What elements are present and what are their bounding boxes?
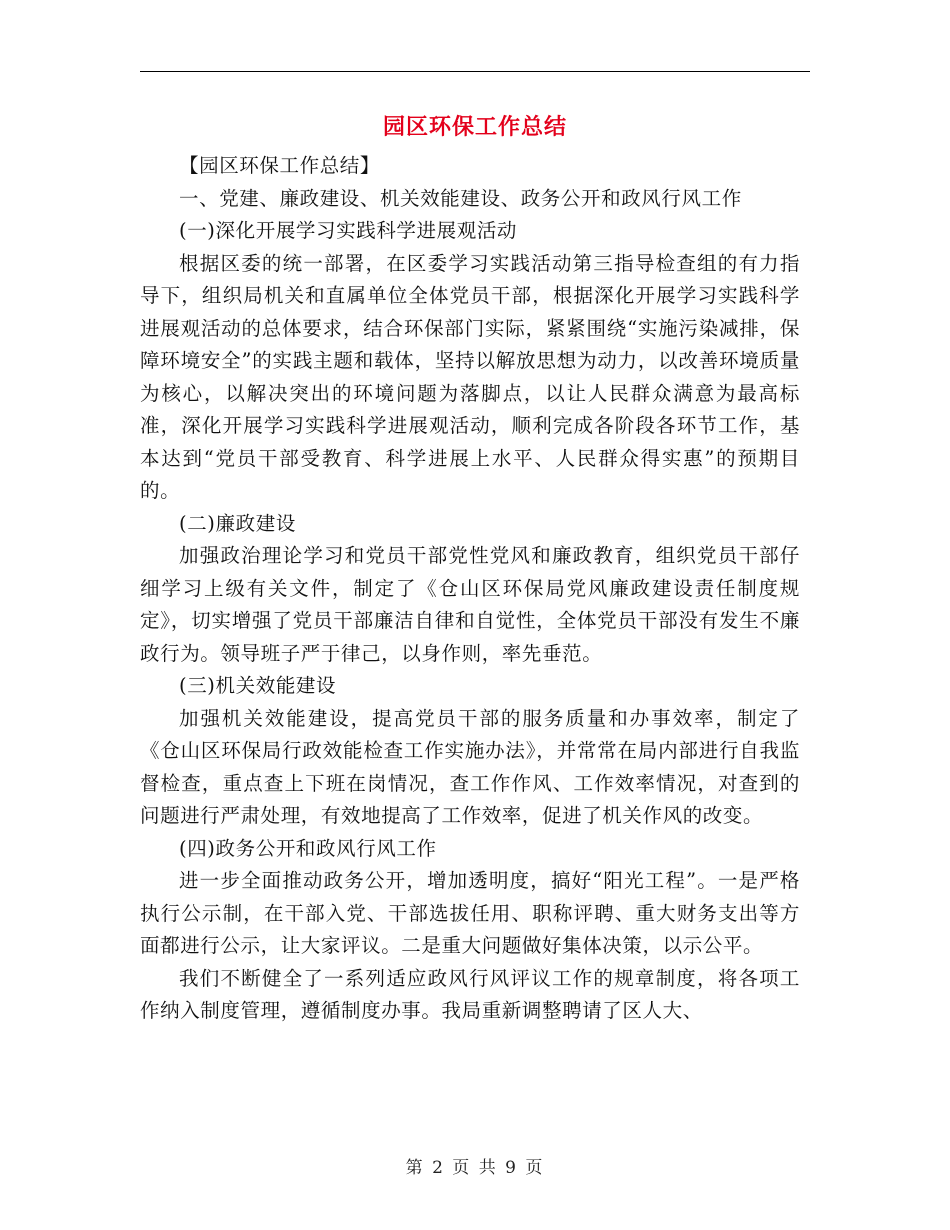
body-paragraph: 加强政治理论学习和党员干部党性党风和廉政教育，组织党员干部仔细学习上级有关文件，制定了《仓山区环保局党风廉政建设责任制度规定》，切实增强了党员干部廉洁自律和自觉性，全体党员干部没有发生不廉政行为。领导班子严于律己，以身作则，率先垂范。 [140, 544, 800, 665]
body-paragraph: 进一步全面推动政务公开，增加透明度，搞好“阳光工程”。一是严格执行公示制，在干部入党、干部选拔任用、职称评聘、重大财务支出等方面都进行公示，让大家评议。二是重大问题做好集体决策，以示公平。 [140, 869, 800, 957]
subsection-heading-2: (二)廉政建设 [179, 511, 296, 535]
body-paragraph: 我们不断健全了一系列适应政风行风评议工作的规章制度，将各项工作纳入制度管理，遵循制度办事。我局重新调整聘请了区人大、 [140, 966, 800, 1022]
body-paragraph: 加强机关效能建设，提高党员干部的服务质量和办事效率，制定了《仓山区环保局行政效能检查工作实施办法》，并常常在局内部进行自我监督检查，重点查上下班在岗情况，查工作作风、工作效率情况，对查到的问题进行严肃处理，有效地提高了工作效率，促进了机关作风的改变。 [140, 706, 800, 827]
page-number: 第 2 页 共 9 页 [405, 1158, 545, 1178]
subsection-heading-1: (一)深化开展学习实践科学进展观活动 [179, 219, 518, 242]
document-title: 园区环保工作总结 [382, 115, 567, 140]
body-paragraph: 根据区委的统一部署，在区委学习实践活动第三指导检查组的有力指导下，组织局机关和直属单位全体党员干部，根据深化开展学习实践科学进展观活动的总体要求，结合环保部门实际，紧紧围绕“实施污染减排，保障环境安全”的实践主题和载体，坚持以解放思想为动力，以改善环境质量为核心，以解决突出的环境问题为落脚点，以让人民群众满意为最高标准，深化开展学习实践科学进展观活动，顺利完成各阶段各环节工作，基本达到“党员干部受教育、科学进展上水平、人民群众得实惠”的预期目的。 [140, 251, 800, 502]
section-heading-1: 一、党建、廉政建设、机关效能建设、政务公开和政风行风工作 [179, 186, 742, 210]
header-rule [140, 71, 810, 72]
subsection-heading-4: (四)政务公开和政风行风工作 [179, 836, 437, 860]
paragraph-heading-bracket: 【园区环保工作总结】 [179, 154, 381, 177]
subsection-heading-3: (三)机关效能建设 [179, 674, 337, 697]
document-body [140, 150, 800, 1028]
